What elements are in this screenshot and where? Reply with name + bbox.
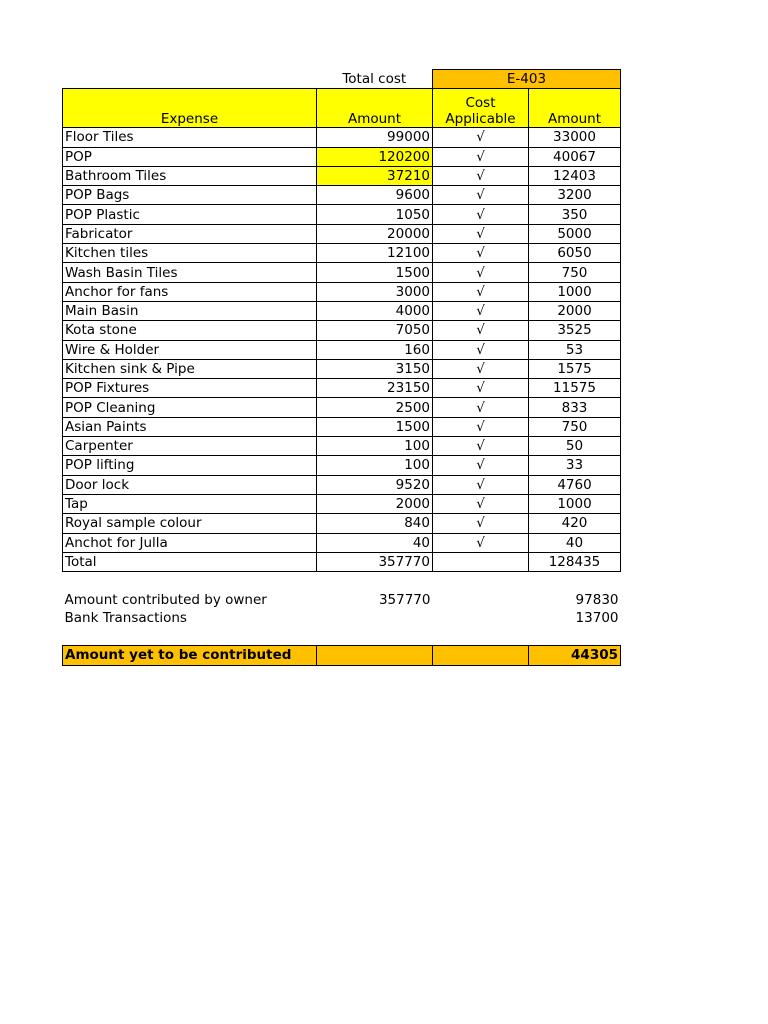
- expense-name-cell[interactable]: Asian Paints: [63, 417, 317, 436]
- unit-amount-cell[interactable]: 33: [529, 456, 621, 475]
- amount-cell[interactable]: 9520: [317, 475, 433, 494]
- unit-amount-cell[interactable]: 40067: [529, 147, 621, 166]
- expense-name-cell[interactable]: Wash Basin Tiles: [63, 263, 317, 282]
- unit-amount-cell[interactable]: 350: [529, 205, 621, 224]
- cost-applicable-check-cell[interactable]: √: [433, 128, 529, 147]
- blank-cell: [529, 572, 621, 591]
- cost-applicable-check-cell[interactable]: √: [433, 263, 529, 282]
- expense-name-cell[interactable]: Main Basin: [63, 301, 317, 320]
- expense-row: [63, 166, 621, 185]
- unit-amount-cell[interactable]: 3200: [529, 186, 621, 205]
- expense-name-cell[interactable]: Bathroom Tiles: [63, 166, 317, 185]
- amount-cell[interactable]: 840: [317, 514, 433, 533]
- owner-contribution-row: [63, 590, 621, 608]
- amount-cell[interactable]: 7050: [317, 321, 433, 340]
- expense-sheet: [62, 69, 621, 666]
- blank-cell: [317, 572, 433, 591]
- cost-applicable-check-cell[interactable]: √: [433, 514, 529, 533]
- unit-amount-cell[interactable]: 1000: [529, 282, 621, 301]
- expense-row: [63, 244, 621, 263]
- expense-row: [63, 417, 621, 436]
- unit-label-e403[interactable]: E-403: [433, 70, 621, 89]
- unit-amount-cell[interactable]: 50: [529, 437, 621, 456]
- amount-cell[interactable]: 23150: [317, 379, 433, 398]
- expense-name-cell[interactable]: Door lock: [63, 475, 317, 494]
- blank-cell: [317, 627, 433, 646]
- cost-applicable-column-header[interactable]: Cost Applicable: [433, 89, 529, 128]
- expense-row: [63, 494, 621, 513]
- total-applicable-cell[interactable]: [433, 552, 529, 571]
- unit-amount-cell[interactable]: 40: [529, 533, 621, 552]
- cost-applicable-check-cell[interactable]: √: [433, 340, 529, 359]
- unit-amount-cell[interactable]: 6050: [529, 244, 621, 263]
- cost-applicable-check-cell[interactable]: √: [433, 244, 529, 263]
- expense-row: [63, 147, 621, 166]
- amount-cell[interactable]: 4000: [317, 301, 433, 320]
- amount-cell[interactable]: 2000: [317, 494, 433, 513]
- total-unit-amount-cell[interactable]: 128435: [529, 552, 621, 571]
- expense-row: [63, 301, 621, 320]
- owner-contribution-amount[interactable]: 357770: [378, 591, 431, 608]
- bank-transactions-blank[interactable]: [433, 609, 529, 627]
- cost-applicable-check-cell[interactable]: √: [433, 282, 529, 301]
- cost-applicable-check-cell[interactable]: √: [433, 456, 529, 475]
- expense-name-cell[interactable]: Kitchen sink & Pipe: [63, 359, 317, 378]
- expense-row: [63, 321, 621, 340]
- expense-row: [63, 398, 621, 417]
- unit-amount-cell[interactable]: 4760: [529, 475, 621, 494]
- expense-name-cell[interactable]: Wire & Holder: [63, 340, 317, 359]
- expense-row: [63, 514, 621, 533]
- expense-name-cell[interactable]: Kota stone: [63, 321, 317, 340]
- cost-applicable-check-cell[interactable]: √: [433, 475, 529, 494]
- blank-cell: [529, 627, 621, 646]
- expense-name-cell[interactable]: POP Bags: [63, 186, 317, 205]
- amount-cell[interactable]: 1050: [317, 205, 433, 224]
- amount-cell[interactable]: 100: [317, 456, 433, 475]
- unit-amount-cell[interactable]: 420: [529, 514, 621, 533]
- expense-row: [63, 186, 621, 205]
- cost-applicable-check-cell[interactable]: √: [433, 379, 529, 398]
- bank-transactions-unit-amount[interactable]: 13700: [575, 609, 619, 626]
- expense-row: [63, 205, 621, 224]
- yet-to-contribute-row: [63, 646, 621, 665]
- bank-transactions-label[interactable]: Bank Transactions: [64, 609, 187, 626]
- bank-transactions-amount[interactable]: [317, 609, 433, 627]
- expense-row: [63, 282, 621, 301]
- amount-cell[interactable]: 40: [317, 533, 433, 552]
- cost-applicable-check-cell[interactable]: √: [433, 398, 529, 417]
- unit-amount-cell[interactable]: 2000: [529, 301, 621, 320]
- unit-amount-cell[interactable]: 3525: [529, 321, 621, 340]
- amount-cell[interactable]: 100: [317, 437, 433, 456]
- expense-name-cell[interactable]: POP lifting: [63, 456, 317, 475]
- cost-applicable-check-cell[interactable]: √: [433, 186, 529, 205]
- cost-applicable-check-cell[interactable]: √: [433, 224, 529, 243]
- expense-row: [63, 533, 621, 552]
- unit-amount-cell[interactable]: 1575: [529, 359, 621, 378]
- amount-cell[interactable]: 2500: [317, 398, 433, 417]
- blank-cell: [63, 572, 317, 591]
- expense-row: [63, 263, 621, 282]
- blank-cell: [433, 572, 529, 591]
- amount-cell[interactable]: 3150: [317, 359, 433, 378]
- expense-name-cell[interactable]: POP Fixtures: [63, 379, 317, 398]
- blank-cell: [63, 627, 317, 646]
- expense-row: [63, 359, 621, 378]
- total-row: [63, 552, 621, 571]
- unit-amount-cell[interactable]: 833: [529, 398, 621, 417]
- expense-column-header[interactable]: Expense: [63, 89, 317, 128]
- unit-amount-cell[interactable]: 750: [529, 417, 621, 436]
- amount-cell[interactable]: 12100: [317, 244, 433, 263]
- yet-to-contribute-label[interactable]: Amount yet to be contributed: [63, 646, 317, 665]
- total-label-cell[interactable]: Total: [63, 552, 317, 571]
- amount-cell[interactable]: 1500: [317, 417, 433, 436]
- expense-name-cell[interactable]: Tap: [63, 494, 317, 513]
- top-header-row: [63, 70, 621, 89]
- cost-applicable-check-cell[interactable]: √: [433, 494, 529, 513]
- expense-name-cell[interactable]: Floor Tiles: [63, 128, 317, 147]
- unit-amount-cell[interactable]: 1000: [529, 494, 621, 513]
- expense-name-cell[interactable]: Royal sample colour: [63, 514, 317, 533]
- expense-name-cell[interactable]: POP: [63, 147, 317, 166]
- unit-amount-cell[interactable]: 5000: [529, 224, 621, 243]
- cost-applicable-check-cell[interactable]: √: [433, 417, 529, 436]
- expense-row: [63, 475, 621, 494]
- owner-contribution-unit-amount[interactable]: 97830: [575, 591, 619, 608]
- expense-name-cell[interactable]: Anchot for Julla: [63, 533, 317, 552]
- expense-row: [63, 340, 621, 359]
- yet-to-contribute-unit-amount[interactable]: 44305: [529, 646, 621, 665]
- total-cost-label[interactable]: Total cost: [342, 70, 407, 87]
- unit-amount-cell[interactable]: 11575: [529, 379, 621, 398]
- total-amount-cell[interactable]: 357770: [317, 552, 433, 571]
- unit-amount-column-header[interactable]: Amount: [529, 89, 621, 128]
- owner-contribution-label[interactable]: Amount contributed by owner: [64, 591, 267, 608]
- amount-cell[interactable]: 1500: [317, 263, 433, 282]
- amount-cell[interactable]: 160: [317, 340, 433, 359]
- blank-row: [63, 627, 621, 646]
- expense-row: [63, 437, 621, 456]
- amount-column-header[interactable]: Amount: [317, 89, 433, 128]
- cost-applicable-check-cell[interactable]: √: [433, 359, 529, 378]
- blank-cell: [433, 627, 529, 646]
- expense-name-cell[interactable]: Kitchen tiles: [63, 244, 317, 263]
- expense-row: [63, 224, 621, 243]
- expense-name-cell[interactable]: POP Plastic: [63, 205, 317, 224]
- blank-row: [63, 572, 621, 591]
- expense-name-cell[interactable]: Carpenter: [63, 437, 317, 456]
- column-header-row: [63, 89, 621, 128]
- cost-applicable-check-cell[interactable]: √: [433, 166, 529, 185]
- expense-name-cell[interactable]: Fabricator: [63, 224, 317, 243]
- unit-amount-cell[interactable]: 750: [529, 263, 621, 282]
- amount-cell[interactable]: 9600: [317, 186, 433, 205]
- bank-transactions-row: [63, 609, 621, 627]
- expense-row: [63, 128, 621, 147]
- amount-cell[interactable]: 99000: [317, 128, 433, 147]
- expense-row: [63, 379, 621, 398]
- unit-amount-cell[interactable]: 53: [529, 340, 621, 359]
- cost-applicable-check-cell[interactable]: √: [433, 147, 529, 166]
- owner-contribution-blank[interactable]: [433, 590, 529, 608]
- cost-applicable-check-cell[interactable]: √: [433, 437, 529, 456]
- unit-amount-cell[interactable]: 12403: [529, 166, 621, 185]
- yet-to-contribute-blank[interactable]: [433, 646, 529, 665]
- cost-applicable-check-cell[interactable]: √: [433, 301, 529, 320]
- amount-cell[interactable]: 37210: [317, 166, 433, 185]
- amount-cell[interactable]: 20000: [317, 224, 433, 243]
- amount-cell[interactable]: 3000: [317, 282, 433, 301]
- unit-amount-cell[interactable]: 33000: [529, 128, 621, 147]
- expense-name-cell[interactable]: Anchor for fans: [63, 282, 317, 301]
- amount-cell[interactable]: 120200: [317, 147, 433, 166]
- cost-applicable-check-cell[interactable]: √: [433, 533, 529, 552]
- yet-to-contribute-amount[interactable]: [317, 646, 433, 665]
- expense-name-cell[interactable]: POP Cleaning: [63, 398, 317, 417]
- expense-row: [63, 456, 621, 475]
- cost-applicable-check-cell[interactable]: √: [433, 205, 529, 224]
- cost-applicable-check-cell[interactable]: √: [433, 321, 529, 340]
